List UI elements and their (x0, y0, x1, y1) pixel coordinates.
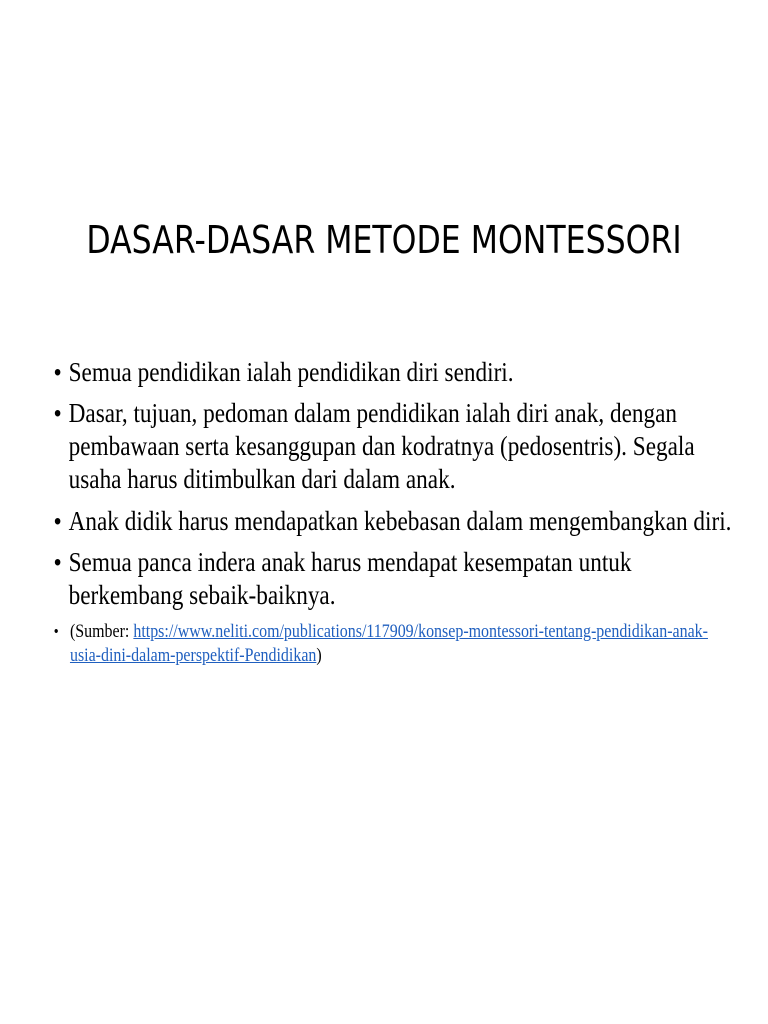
bullet-item (54, 505, 748, 538)
bullet-dot: • (54, 400, 62, 427)
bullet-text: Dasar, tujuan, pedoman dalam pendidikan ialah diri anak, dengan pembawaan serta kesanggupan dan kodratnya (pedosentris). Segala usaha harus ditimbulkan dari dalam anak. (68, 398, 695, 494)
bullet-text: Semua panca indera anak harus mendapat kesempatan untuk berkembang sebaik-baiknya. (68, 547, 632, 610)
slide-title: DASAR-DASAR METODE MONTESSORI (86, 218, 682, 262)
source-prefix: (Sumber: (69, 621, 134, 642)
bullet-dot: • (54, 549, 62, 576)
bullet-dot: • (54, 623, 59, 640)
bullet-text: Semua pendidikan ialah pendidikan diri sendiri. (68, 357, 514, 387)
bullet-item (54, 546, 748, 612)
bullet-dot: • (54, 508, 62, 535)
bullet-list (54, 356, 744, 676)
source-link[interactable]: https://www.neliti.com/publications/117909/konsep-montessori-tentang-pendidikan-anak-usia-dini-dalam-perspektif-Pendidikan (69, 621, 708, 666)
bullet-text: Anak didik harus mendapatkan kebebasan dalam mengembangkan diri. (68, 506, 732, 536)
bullet-dot: • (54, 359, 62, 386)
source-suffix: ) (316, 645, 322, 666)
bullet-item (54, 397, 748, 496)
source-citation (54, 620, 734, 668)
bullet-item (54, 356, 748, 389)
